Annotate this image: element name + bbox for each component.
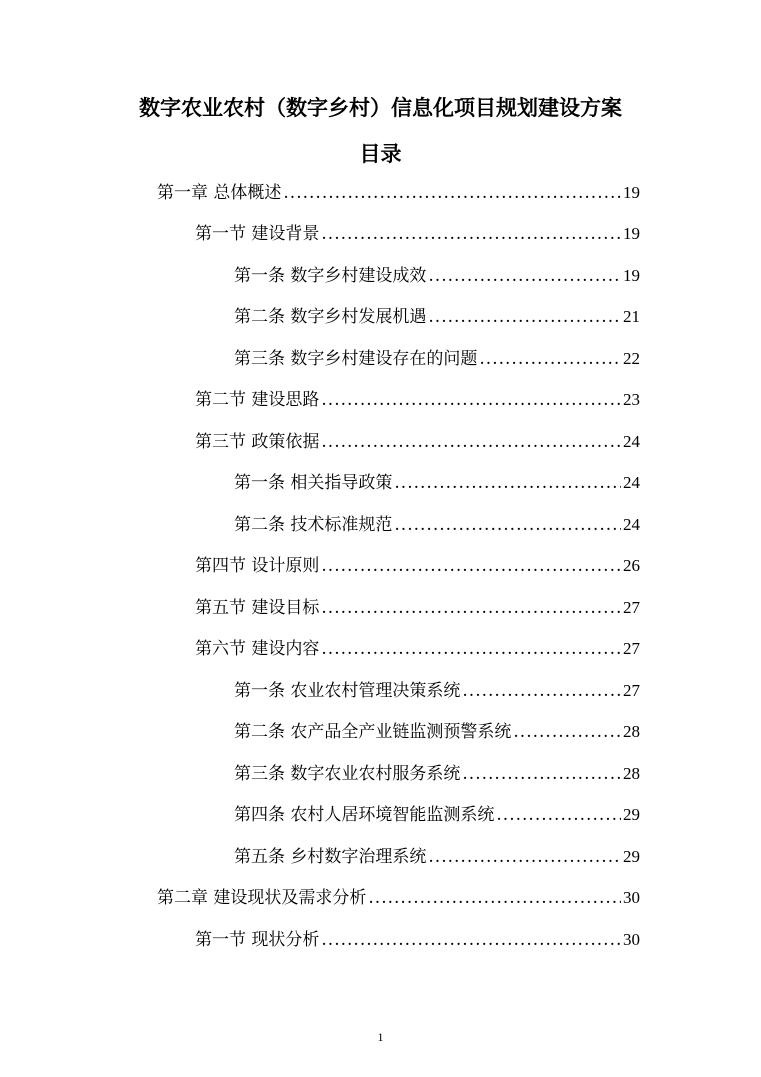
toc-entry-label: 第二条 技术标准规范 bbox=[234, 515, 393, 535]
toc-entry-page: 28 bbox=[623, 764, 640, 783]
toc-entry-page: 30 bbox=[623, 930, 640, 949]
toc-entry-page: 24 bbox=[623, 432, 640, 451]
toc-entry-section[interactable] bbox=[195, 428, 640, 456]
toc-entry-article[interactable] bbox=[234, 303, 640, 331]
toc-entry-page: 27 bbox=[623, 598, 640, 617]
toc-entry-article[interactable] bbox=[234, 718, 640, 746]
toc-entry-label: 第三节 政策依据 bbox=[195, 432, 320, 452]
toc-entry-label: 第四节 设计原则 bbox=[195, 556, 320, 576]
toc-entry-label: 第一节 现状分析 bbox=[195, 930, 320, 950]
toc-leader-dots bbox=[321, 386, 621, 414]
toc-entry-label: 第三条 数字乡村建设存在的问题 bbox=[234, 349, 478, 369]
toc-entry-page: 26 bbox=[623, 556, 640, 575]
toc-entry-page: 27 bbox=[623, 639, 640, 658]
toc-entry-section[interactable] bbox=[195, 220, 640, 248]
toc-leader-dots bbox=[513, 718, 621, 746]
toc-entry-label: 第一节 建设背景 bbox=[195, 224, 320, 244]
toc-entry-label: 第一条 农业农村管理决策系统 bbox=[234, 681, 461, 701]
toc-entry-chapter[interactable] bbox=[157, 884, 640, 912]
toc-leader-dots bbox=[321, 552, 621, 580]
toc-leader-dots bbox=[496, 801, 621, 829]
toc-leader-dots bbox=[428, 303, 621, 331]
toc-entry-section[interactable] bbox=[195, 552, 640, 580]
toc-entry-label: 第四条 农村人居环境智能监测系统 bbox=[234, 805, 495, 825]
toc-entry-page: 29 bbox=[623, 805, 640, 824]
toc-entry-chapter[interactable] bbox=[157, 179, 640, 207]
toc-heading: 目录 bbox=[359, 142, 402, 166]
toc-leader-dots bbox=[428, 262, 621, 290]
toc-entry-article[interactable] bbox=[234, 469, 640, 497]
toc-entry-label: 第二章 建设现状及需求分析 bbox=[157, 888, 367, 908]
toc-leader-dots bbox=[462, 760, 621, 788]
document-title: 数字农业农村（数字乡村）信息化项目规划建设方案 bbox=[139, 96, 622, 120]
toc-leader-dots bbox=[368, 884, 621, 912]
toc-leader-dots bbox=[394, 469, 621, 497]
toc-entry-section[interactable] bbox=[195, 926, 640, 954]
toc-leader-dots bbox=[321, 594, 621, 622]
toc-leader-dots bbox=[283, 179, 621, 207]
toc-entry-label: 第三条 数字农业农村服务系统 bbox=[234, 764, 461, 784]
toc-entry-article[interactable] bbox=[234, 677, 640, 705]
toc-leader-dots bbox=[321, 926, 621, 954]
toc-entry-article[interactable] bbox=[234, 262, 640, 290]
toc-entry-page: 19 bbox=[623, 224, 640, 243]
toc-entry-label: 第六节 建设内容 bbox=[195, 639, 320, 659]
toc-entry-label: 第一条 相关指导政策 bbox=[234, 473, 393, 493]
toc-leader-dots bbox=[321, 635, 621, 663]
toc-entry-label: 第二节 建设思路 bbox=[195, 390, 320, 410]
toc-entry-section[interactable] bbox=[195, 594, 640, 622]
toc-entry-label: 第一章 总体概述 bbox=[157, 183, 282, 203]
toc-entry-page: 24 bbox=[623, 473, 640, 492]
toc-entry-page: 24 bbox=[623, 515, 640, 534]
page-number: 1 bbox=[377, 1030, 384, 1044]
toc-entry-section[interactable] bbox=[195, 386, 640, 414]
toc-entry-article[interactable] bbox=[234, 511, 640, 539]
toc-entry-page: 19 bbox=[623, 266, 640, 285]
toc-leader-dots bbox=[462, 677, 621, 705]
toc-leader-dots bbox=[428, 843, 621, 871]
toc-entry-label: 第五条 乡村数字治理系统 bbox=[234, 847, 427, 867]
toc-entry-label: 第二条 农产品全产业链监测预警系统 bbox=[234, 722, 512, 742]
toc-entry-page: 29 bbox=[623, 847, 640, 866]
toc-entry-article[interactable] bbox=[234, 843, 640, 871]
toc-entry-article[interactable] bbox=[234, 801, 640, 829]
toc-entry-page: 23 bbox=[623, 390, 640, 409]
toc-entry-page: 28 bbox=[623, 722, 640, 741]
toc-entry-label: 第一条 数字乡村建设成效 bbox=[234, 266, 427, 286]
toc-entry-page: 27 bbox=[623, 681, 640, 700]
toc-entry-article[interactable] bbox=[234, 760, 640, 788]
toc-entry-label: 第五节 建设目标 bbox=[195, 598, 320, 618]
toc-entry-article[interactable] bbox=[234, 345, 640, 373]
toc-entry-page: 19 bbox=[623, 183, 640, 202]
toc-entry-page: 30 bbox=[623, 888, 640, 907]
toc-entry-label: 第二条 数字乡村发展机遇 bbox=[234, 307, 427, 327]
toc-entry-section[interactable] bbox=[195, 635, 640, 663]
toc-leader-dots bbox=[394, 511, 621, 539]
toc-entry-page: 21 bbox=[623, 307, 640, 326]
toc-leader-dots bbox=[479, 345, 621, 373]
toc-entry-page: 22 bbox=[623, 349, 640, 368]
toc-leader-dots bbox=[321, 220, 621, 248]
toc-leader-dots bbox=[321, 428, 621, 456]
